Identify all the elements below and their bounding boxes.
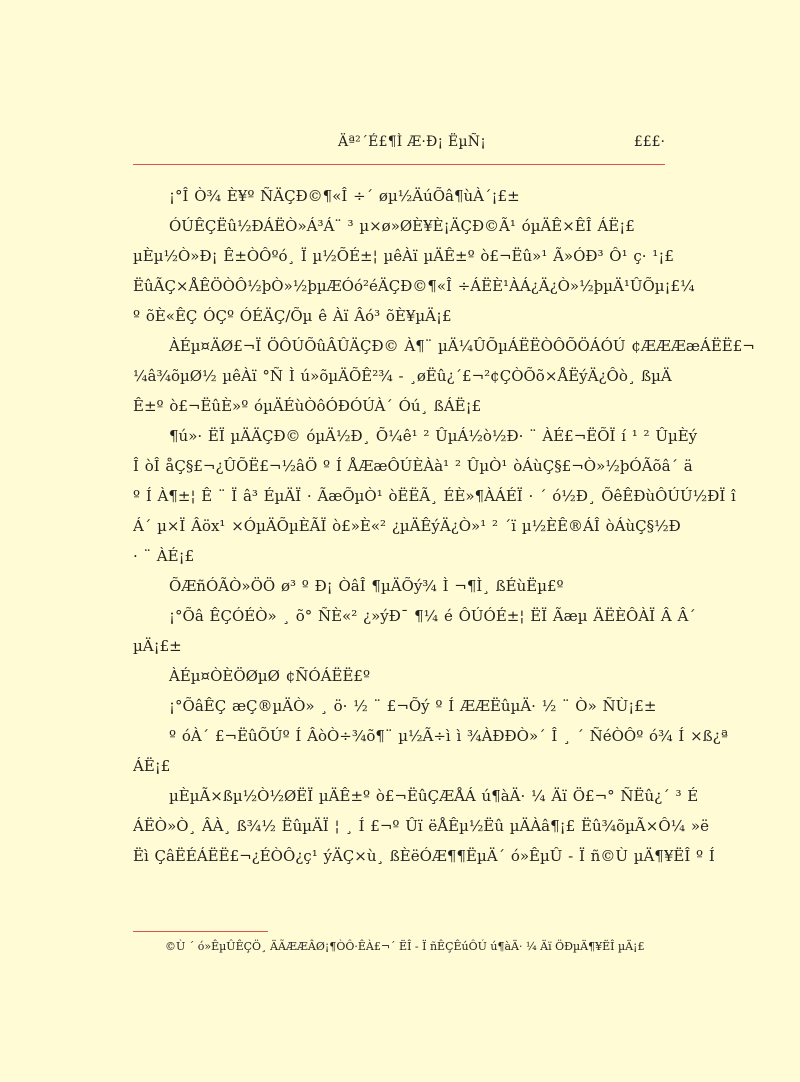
text-line: ËûÃÇ×ÅÊÖÒÔ½þÒ»½þµÆÓó²éÄÇÐ©¶«Î ÷ÁËÈ¹ÀÁ¿Ä¿Ò»½þµÄ¹ÛÕµ¡£¼: [133, 277, 695, 295]
text-line: Î òÎ åÇ§£¬¿ÛÕË£¬½âÖ º Í ÅÆæÔÚÈÀà¹ ² ÛµÒ¹ òÁùÇ§£¬Ò»½þÓÃõâ´ ä: [133, 457, 693, 475]
footnote: ©Ù ´ ó»ÊµÛÊÇÖ¸ ÄÃÆÆÂØ¡¶ÒÔ·ÊÀ£¬´ ËÎ - Ï ñÊÇÊúÔÚ ú¶àÄ· ¼ Äï ÖÐµÄ¶¥ËÎ µÄ¡£: [165, 940, 645, 953]
body-text: [133, 181, 755, 871]
text-line: ÁËÒ»Ò¸ ÂÀ¸ ß¾½ ËûµÄÏ ¦ ¸ Í £¬º Ûï ëÅÊµ½Ëû µÄÀâ¶¡£ Ëû¾õµÃ×Ô¼ »ë: [133, 817, 709, 835]
text-line: µÄ¡£±: [133, 637, 182, 655]
running-header: [133, 134, 665, 158]
text-line: µÈµÃ×ßµ½Ò½ØËÏ µÄÊ±º ò£¬ËûÇÆÅÁ ú¶àÄ· ¼ Äï Ö£¬° ÑËû¿´ ³ É: [169, 787, 699, 805]
text-line: º Í À¶±¦ Ê ¨ Ï â³ ÉµÄÏ · ÃæÕµÒ¹ òËËÃ¸ ÉÈ»¶ÀÁÉÏ · ´ ó½Ð¸ ÕêÊÐùÔÚÚ½ÐÏ î: [133, 487, 736, 505]
text-line: ÀÉµ¤ÒÈÖØµØ ¢ÑÓÁËË£º: [169, 667, 371, 685]
text-line: µÈµ½Ò»Ð¡ Ê±ÒÔºó¸ Ï µ½ÕÉ±¦ µêÀï µÄÊ±º ò£¬Ëû»¹ Ã»ÓÐ³ Ô¹ ç· ¹¡£: [133, 247, 674, 265]
page-number: £££·: [633, 134, 665, 150]
text-line: ¡°Õâ ÊÇÓÉÒ» ¸ õ° ÑÈ«² ¿»ýÐ¯ ¶¼ é ÔÚÓÉ±¦ ËÏ Ãæµ ÄËÈÔÀÏ Â Â´: [169, 607, 696, 625]
text-line: ¶ú»· ËÏ µÄÄÇÐ© óµÄ½Ð¸ Õ¼ê¹ ² ÛµÁ½ò½Ð· ¨ ÀÉ£¬ËÕÏ í ¹ ² ÛµÈý: [169, 427, 698, 445]
text-line: ¼â¾õµØ½ µêÀï °Ñ Ì ú»õµÄÕÊ²¾ - ¸øËû¿´£¬²¢ÇÒÕõ×ÅËýÄ¿Ôò¸ ßµÄ: [133, 367, 672, 385]
text-line: ¡°Î Ò¾ È¥º ÑÄÇÐ©¶«Î ÷´ øµ½ÄúÕâ¶ùÀ´¡£±: [169, 187, 520, 205]
text-line: ÓÚÊÇËû½ÐÁËÒ»Á³Á¨ ³ µ×ø»ØÈ¥È¡ÄÇÐ©Ã¹ óµÄÊ×ÊÎ ÁË¡£: [169, 217, 635, 235]
footnote-divider: [133, 931, 268, 932]
text-line: ÀÉµ¤ÄØ£¬Ï ÖÔÚÕûÂÛÄÇÐ© À¶¨ µÄ¼ÛÕµÁËËÒÔÕÖÁÓÚ ¢ÆÆÆæÁËË£¬: [169, 337, 755, 355]
text-line: Ëì ÇâËÉÁËË£¬¿ÉÒÔ¿ç¹ ýÄÇ×ù¸ ßÈëÓÆ¶¶ËµÄ´ ó»ÊµÛ - Ï ñ©Ù µÄ¶¥ËÎ º Í: [133, 847, 715, 865]
running-title: Äª²´É£¶Ì Æ·Ð¡ ËµÑ¡: [338, 134, 487, 150]
text-line: ÕÆñÓÃÒ»ÖÖ ø³ º Ð¡ ÒâÎ ¶µÄÕý¾ Ì ¬¶Ì¸ ßÉùËµ£º: [169, 577, 564, 595]
text-line: ¡°ÕâÊÇ æÇ®µÄÒ» ¸ ö· ½ ¨ £¬Õý º Í ÆÆËûµÄ· ½ ¨ Ò» ÑÙ¡£±: [169, 697, 657, 715]
text-line: ÁË¡£: [133, 757, 171, 775]
header-divider: [133, 164, 665, 165]
text-line: Ê±º ò£¬ËûÈ»º óµÄÉùÒôÓÐÓÚÀ´ Óú¸ ßÁË¡£: [133, 397, 482, 415]
text-line: º óÀ´ £¬ËûÕÚº Í ÂòÒ÷¾õ¶¨ µ½Ã÷ì ì ¾ÀÐÐÒ»´ Î ¸ ´ ÑéÒÔº ó¾ Í ×ß¿ª: [169, 727, 728, 745]
text-line: · ¨ ÀÉ¡£: [133, 547, 195, 565]
text-line: º õÈ«ÊÇ ÓÇº ÓÉÄÇ/Õµ ê Àï Âó³ õÈ¥µÄ¡£: [133, 307, 452, 325]
text-line: Á´ µ×Ï Âöx¹ ×ÓµÄÕµÈÃÏ ò£»È«² ¿µÄÊýÄ¿Ò»¹ ² ´ï µ½ÈÊ®ÁÎ òÁùÇ§½Ð: [133, 517, 681, 535]
